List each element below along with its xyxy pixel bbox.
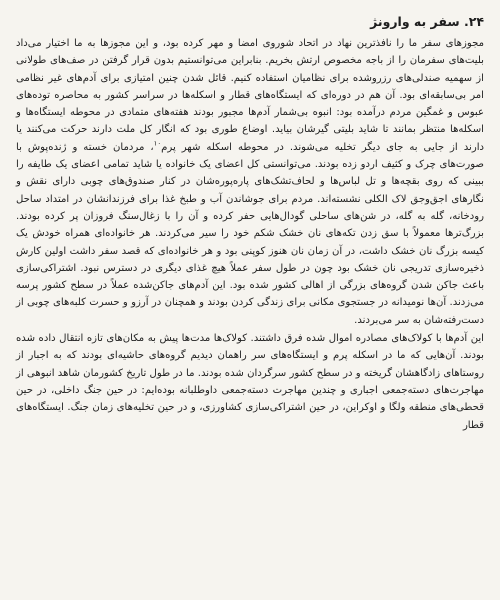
- paragraph-1-text-a: مجوزهای سفر ما را نافذترین نهاد در اتحاد شوروی امضا و مهر کرده بود، و این مجوزها به ما اختیار می‌داد بلیت‌های سفرمان را از باجه مخصوص ارتش بخریم. بنابراین می‌توانستیم بدون قرار گرفتن در صف‌های طولانی از سهمیه صندلی‌های رزروشده برای نظامیان استفاده کنیم. قائل شدن چنین امتیازی برای آدم‌های غیر نظامی امر بی‌سابقه‌ای بود. آن هم در دوره‌ای که ایستگاه‌های قطار و اسکله‌ها در سراسر کشور به محاصره توده‌های عبوس و غمگین مردم درآمده بود: انبوه بی‌شمار آدم‌ها مجبور بودند هفته‌های متمادی در محوطه ایستگاه‌ها و اسکله‌ها منتظر بمانند تا شاید بلیتی گیرشان بیاید. اوضاع طوری بود که انگار کل ملت دارند حرکت می‌کنند یا دارند از جایی به جای دیگر تخلیه می‌شوند. در محوطه اسکله شهر پرم: [16, 38, 484, 153]
- section-heading: ۲۴. سفر به وارونژ: [370, 14, 484, 29]
- footnote-marker: ۱۰: [153, 139, 162, 148]
- paragraph-2: این آدم‌ها با کولاک‌های مصادره اموال شده فرق داشتند. کولاک‌ها مدت‌ها پیش به مکان‌های تازه انتقال داده شده بودند. آن‌هایی که ما در اسکله پرم و ایستگاه‌های سر راهمان دیدیم گروه‌های حاشیه‌ای بودند که به اجبار از روستاهای زادگاهشان گریخته و در سطح کشور سرگردان شده بودند. ما در طول تاریخ کشورمان شاهد انبوهی از مهاجرت‌های دسته‌جمعی اجباری و چندین مهاجرت دسته‌جمعی داوطلبانه بوده‌ایم: در حین جنگ داخلی، در حین قحطی‌های منطقه ولگا و اوکراین، در حین اشتراکی‌سازی کشاورزی، و در حین تخلیه‌های زمان جنگ. ایستگاه‌های قطار: [16, 333, 484, 431]
- paragraph-1: [16, 35, 484, 329]
- paragraph-1-text-b: ، مردمان خسته و ژنده‌پوش با صورت‌های چرک و کثیف اردو زده بودند. می‌توانستی کل اعضای یک خانواده یا شاید تمامی اعضای یک طایفه را ببینی که روی بقچه‌ها و تل لباس‌ها و لحاف‌تشک‌های پاره‌پوره‌شان در کنار صندوق‌های چوبی دارای نقش و نگارهای اجق‌وجق لاک الکلی نشسته‌اند. مردم برای جوشاندن آب و طبخ غذا برای فرزندانشان در امتداد ساحل رودخانه، گله به گله، در شن‌های ساحلی گودال‌هایی حفر کرده و آن را با زغال‌سنگ فروزان پر کرده بودند. بزرگ‌ترها معمولاً با سق زدن تکه‌های نان خشک شکم خود را سیر می‌کردند. هر خانواده‌ای همراه خودش یک کیسه بزرگ نان خشک داشت، در آن زمان نان هنوز کوپنی بود و هر خانواده‌ای که قصد سفر داشت اولین کارش ذخیره‌سازی تدریجی نان خشک بود چون در طول سفر عملاً هیچ غذای دیگری در دسترس نبود. اشتراکی‌سازی باعث جاکن شدن گروه‌های بزرگی از اهالی کشور شده بود. این آدم‌های جاکن‌شده عملاً در سطح کشور پرسه می‌زدند. آن‌ها نومیدانه در جستجوی مکانی برای زندگی کردن بودند و همچنان در آرزو و حسرت کلبه‌های چوبی از دست‌رفته‌شان به سر می‌بردند.: [16, 141, 484, 326]
